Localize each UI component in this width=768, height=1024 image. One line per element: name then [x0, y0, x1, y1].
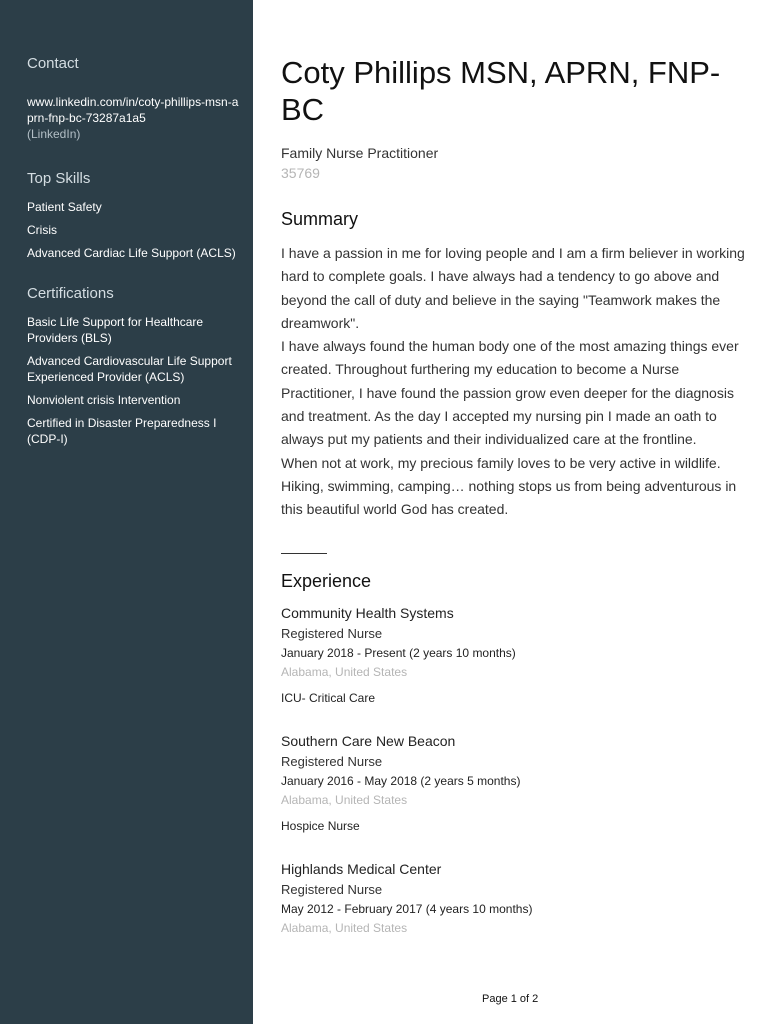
job-role: Registered Nurse	[281, 881, 383, 897]
job-entry	[281, 860, 748, 936]
job-description: ICU- Critical Care	[281, 690, 376, 705]
summary-heading: Summary	[281, 209, 359, 229]
linkedin-link[interactable]: www.linkedin.com/in/coty-phillips-msn-aprn-fnp-bc-73287a1a5	[27, 95, 239, 125]
job-role: Registered Nurse	[281, 625, 383, 641]
headline: Family Nurse Practitioner	[281, 145, 439, 161]
skill-item: Patient Safety	[27, 200, 102, 214]
page-number: Page 1 of 2	[482, 993, 539, 1005]
location: 35769	[281, 165, 320, 181]
skills-heading: Top Skills	[27, 170, 91, 187]
job-role: Registered Nurse	[281, 753, 383, 769]
certifications-list	[27, 314, 239, 447]
experience-heading: Experience	[281, 570, 372, 591]
job-entry	[281, 604, 748, 706]
job-company: Community Health Systems	[281, 604, 454, 621]
certification-item: Basic Life Support for Healthcare Providers (BLS)	[27, 315, 204, 345]
certification-item: Advanced Cardiovascular Life Support Experienced Provider (ACLS)	[27, 354, 232, 384]
sidebar	[0, 0, 253, 1024]
certification-item: Nonviolent crisis Intervention	[27, 393, 181, 407]
job-dates: January 2016 - May 2018 (2 years 5 months)	[281, 773, 521, 788]
main-content	[253, 0, 768, 1024]
contact-section	[27, 55, 239, 142]
job-dates: May 2012 - February 2017 (4 years 10 months)	[281, 901, 533, 916]
job-description: Hospice Nurse	[281, 818, 360, 833]
job-location: Alabama, United States	[281, 792, 408, 807]
skill-item: Crisis	[27, 223, 57, 237]
certification-item: Certified in Disaster Preparedness I (CDP-I)	[27, 416, 217, 446]
summary-paragraph: I have a passion in me for loving people and I am a firm believer in working hard to complete goals. I have always had a tendency to go above and beyond the call of duty and believe in the saying "Teamwork makes the dreamwork".	[281, 245, 745, 331]
job-entry	[281, 732, 748, 834]
person-name: Coty Phillips MSN, APRN, FNP-BC	[281, 55, 721, 127]
linkedin-label: (LinkedIn)	[27, 127, 81, 141]
certifications-heading: Certifications	[27, 285, 114, 302]
skill-item: Advanced Cardiac Life Support (ACLS)	[27, 246, 236, 260]
summary-paragraph: When not at work, my precious family loves to be very active in wildlife. Hiking, swimming, camping… nothing stops us from being adventurous in this beautiful world God has created.	[281, 454, 737, 518]
skills-list	[27, 199, 239, 261]
job-location: Alabama, United States	[281, 920, 408, 935]
summary-body	[281, 242, 748, 522]
job-company: Southern Care New Beacon	[281, 732, 456, 749]
skills-section	[27, 170, 239, 261]
section-divider	[281, 553, 327, 554]
summary-paragraph: I have always found the human body one of the most amazing things ever created. Throughout furthering my education to become a Nurse Practitioner, I have found the passion grow even deeper for the diagnosis and treatment. As the day I accepted my nursing pin I made an oath to always put my patients and their individualized care at the frontline.	[281, 338, 739, 448]
job-dates: January 2018 - Present (2 years 10 months)	[281, 645, 516, 660]
contact-heading: Contact	[27, 55, 79, 72]
certifications-section	[27, 285, 239, 447]
job-location: Alabama, United States	[281, 664, 408, 679]
job-company: Highlands Medical Center	[281, 860, 442, 877]
